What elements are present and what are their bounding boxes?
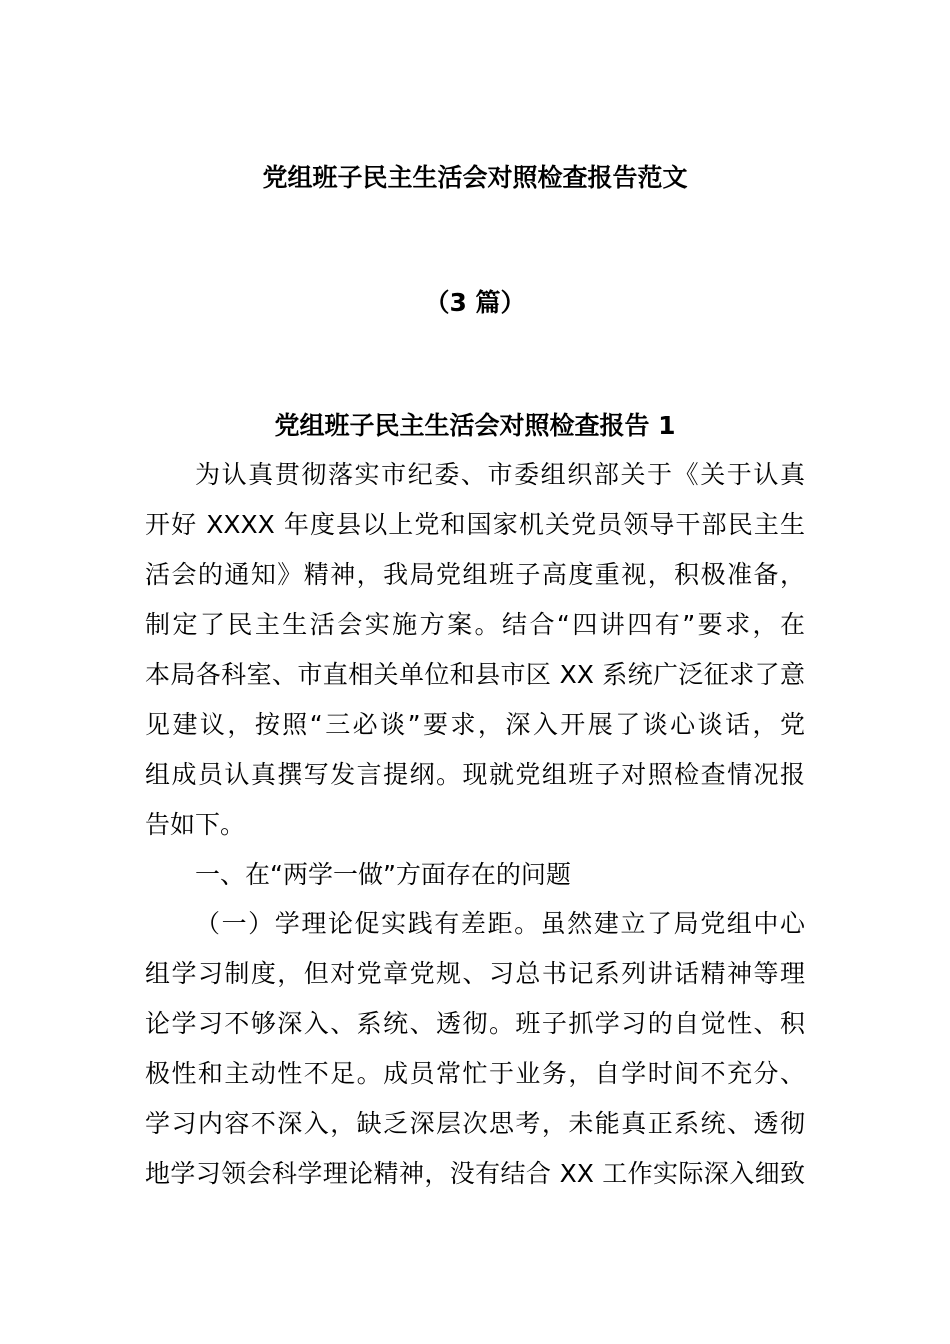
paragraph-line: （一）学理论促实践有差距。虽然建立了局党组中心 [195,909,805,938]
paragraph-line: 见建议，按照“三必谈”要求，深入开展了谈心谈话，党 [145,710,805,739]
paragraph-line: 组成员认真撰写发言提纲。现就党组班子对照检查情况报 [145,760,805,789]
section-title: 党组班子民主生活会对照检查报告 1 [274,411,676,440]
document-title: 党组班子民主生活会对照检查报告范文 [262,163,688,192]
paragraph-line: 极性和主动性不足。成员常忙于业务，自学时间不充分、 [145,1059,805,1088]
paragraph-line: 开好 XXXX 年度县以上党和国家机关党员领导干部民主生 [145,510,805,539]
paragraph-line: 论学习不够深入、系统、透彻。班子抓学习的自觉性、积 [145,1009,805,1038]
paragraph-line: 制定了民主生活会实施方案。结合“四讲四有”要求，在 [145,610,805,639]
paragraph-line: 学习内容不深入，缺乏深层次思考，未能真正系统、透彻 [145,1109,805,1138]
paragraph-line: 为认真贯彻落实市纪委、市委组织部关于《关于认真 [195,460,805,489]
paragraph-line: 本局各科室、市直相关单位和县市区 XX 系统广泛征求了意 [145,660,805,689]
paragraph-line: 活会的通知》精神，我局党组班子高度重视，积极准备， [145,560,805,589]
document-subtitle: （3 篇） [424,288,526,317]
paragraph-line: 告如下。 [145,810,246,839]
section-heading: 一、在“两学一做”方面存在的问题 [195,860,571,889]
paragraph-line: 组学习制度，但对党章党规、习总书记系列讲话精神等理 [145,959,805,988]
paragraph-line: 地学习领会科学理论精神，没有结合 XX 工作实际深入细致 [145,1159,805,1188]
